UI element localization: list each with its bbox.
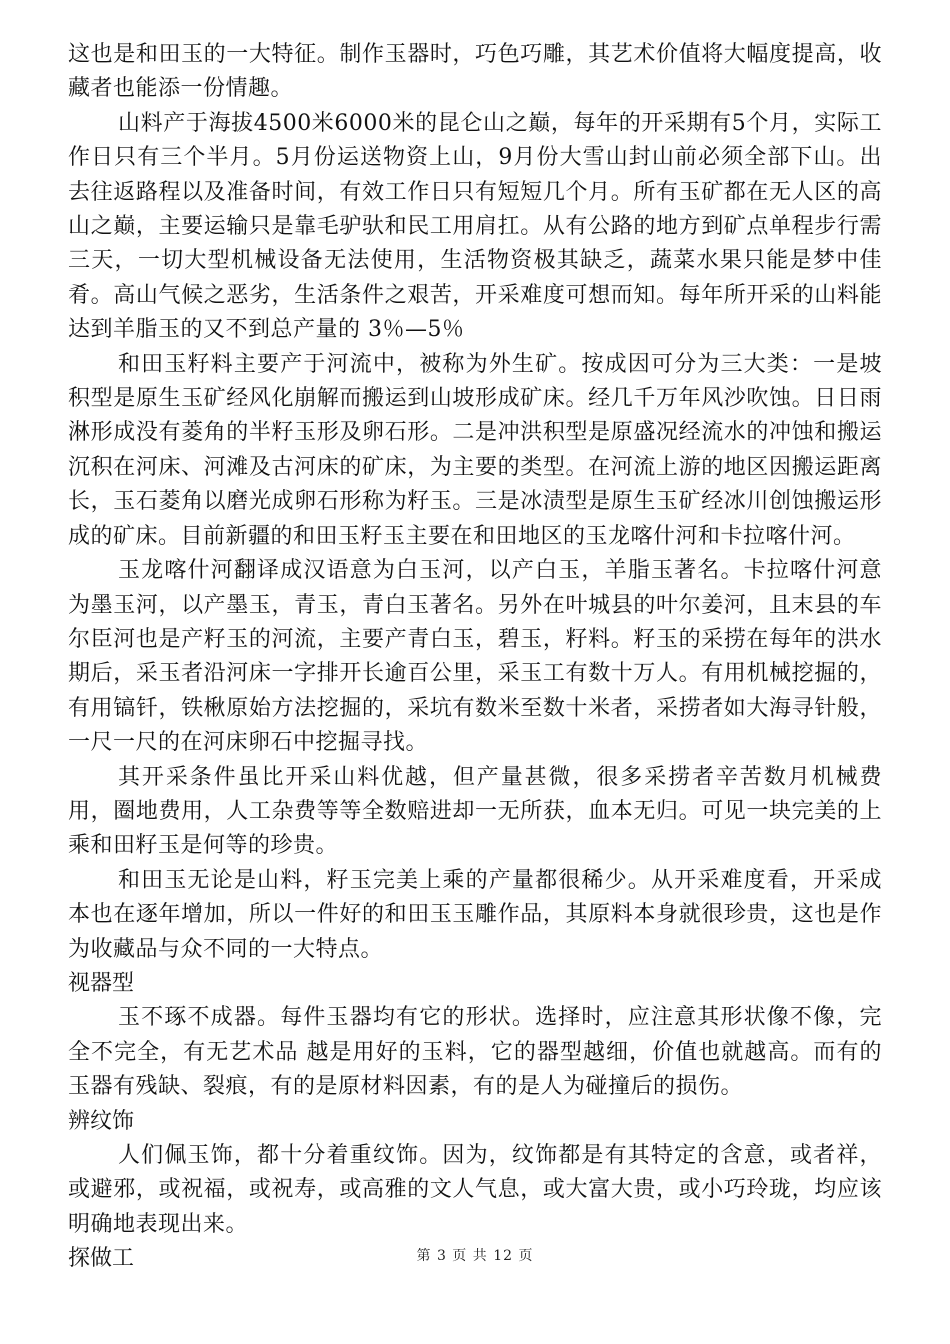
paragraph-pattern: 人们佩玉饰，都十分着重纹饰。因为，纹饰都是有其特定的含意，或者祥，或避邪，或祝福，或祝寿，或高雅的文人气息，或大富大贵，或小巧玲珑，均应该明确地表现出来。 bbox=[68, 1143, 882, 1237]
section-heading-shape: 视器型 bbox=[68, 970, 135, 996]
paragraph-jade-feature: 这也是和田玉的一大特征。制作玉器时，巧色巧雕，其艺术价值将大幅度提高，收藏者也能添一份情趣。 bbox=[68, 42, 882, 102]
paragraph-mountain-material: 山料产于海拔4500米6000米的昆仑山之巅，每年的开采期有5个月，实际工作日只有三个半月。5月份运送物资上山，9月份大雪山封山前必须全部下山。出去往返路程以及准备时间，有效工作日只有短短几个月。所有玉矿都在无人区的高山之巅，主要运输只是靠毛驴驮和民工用肩扛。从有公路的地方到矿点单程步行需三天，一切大型机械设备无法使用，生活物资极其缺乏，蔬菜水果只能是梦中佳肴。高山气候之恶劣，生活条件之艰苦，开采难度可想而知。每年所开采的山料能达到羊脂玉的又不到总产量的 3％—5％ bbox=[68, 110, 882, 343]
page-number-footer: 第 3 页 共 12 页 bbox=[416, 1248, 534, 1264]
paragraph-mining-conditions: 其开采条件虽比开采山料优越，但产量甚微，很多采捞者辛苦数月机械费用，圈地费用，人工杂费等等全数赔进却一无所获，血本无归。可见一块完美的上乘和田籽玉是何等的珍贵。 bbox=[68, 764, 882, 859]
paragraph-seed-material: 和田玉籽料主要产于河流中，被称为外生矿。按成因可分为三大类：一是坡积型是原生玉矿经风化崩解而搬运到山坡形成矿床。经几千万年风沙吹蚀。日日雨淋形成没有菱角的半籽玉形及卵石形。二是冲洪积型是原盛况经流水的冲蚀和搬运沉积在河床、河滩及古河床的矿床，为主要的类型。在河流上游的地区因搬运距离长，玉石菱角以磨光成卵石形称为籽玉。三是冰渍型是原生玉矿经冰川创蚀搬运形成的矿床。目前新疆的和田玉籽玉主要在和田地区的玉龙喀什河和卡拉喀什河。 bbox=[68, 351, 882, 549]
document-body bbox=[68, 38, 882, 1277]
paragraph-rarity: 和田玉无论是山料，籽玉完美上乘的产量都很稀少。从开采难度看，开采成本也在逐年增加，所以一件好的和田玉玉雕作品，其原料本身就很珍贵，这也是作为收藏品与众不同的一大特点。 bbox=[68, 867, 882, 962]
paragraph-rivers: 玉龙喀什河翻译成汉语意为白玉河，以产白玉，羊脂玉著名。卡拉喀什河意为墨玉河，以产墨玉，青玉，青白玉著名。另外在叶城县的叶尔姜河，且末县的车尔臣河也是产籽玉的河流，主要产青白玉，碧玉，籽料。籽玉的采捞在每年的洪水期后，采玉者沿河床一字排开长逾百公里，采玉工有数十万人。有用机械挖掘的，有用镐钎，铁楸原始方法挖掘的，采坑有数米至数十米者，采捞者如大海寻针般，一尺一尺的在河床卵石中挖掘寻找。 bbox=[68, 558, 882, 756]
section-heading-pattern: 辨纹饰 bbox=[68, 1108, 135, 1134]
paragraph-shape: 玉不琢不成器。每件玉器均有它的形状。选择时，应注意其形状像不像，完全不完全，有无艺术品 越是用好的玉料，它的器型越细，价值也就越高。而有的玉器有残缺、裂痕，有的是原材料因素，有的是人为碰撞后的损伤。 bbox=[68, 1005, 882, 1100]
section-heading-craft: 探做工 bbox=[68, 1246, 135, 1272]
